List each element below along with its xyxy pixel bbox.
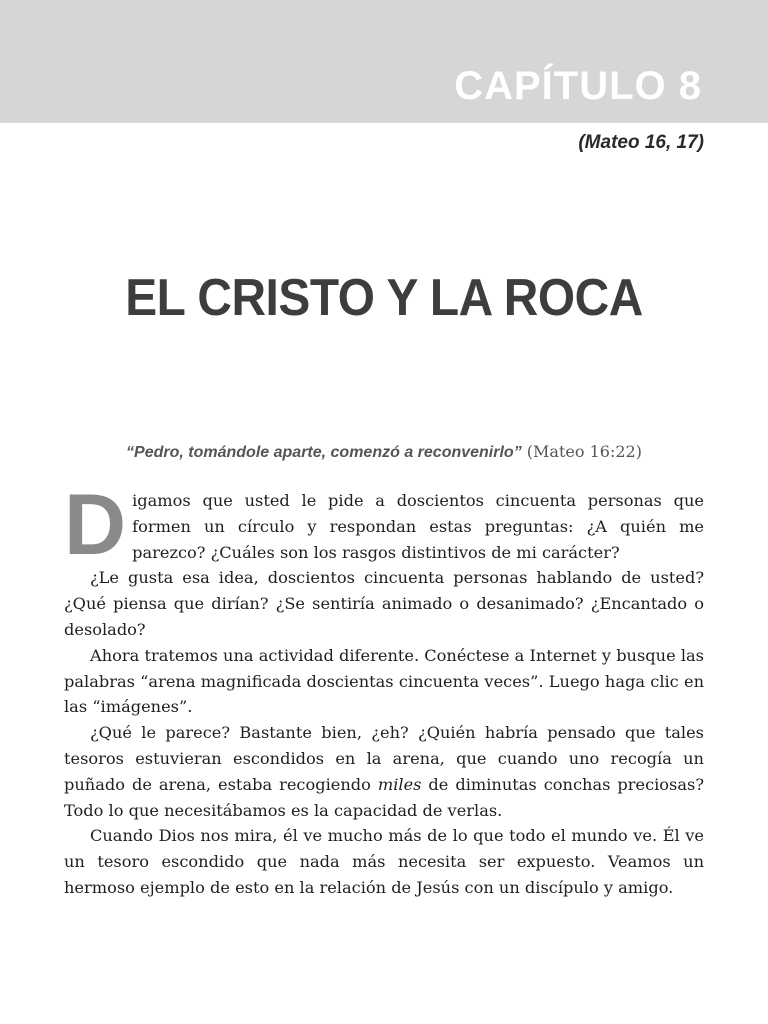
paragraph-4 — [64, 720, 704, 823]
epigraph-citation: (Mateo 16:22) — [526, 442, 642, 461]
paragraph-2: ¿Le gusta esa idea, doscientos cincuenta personas hablando de usted? ¿Qué piensa que dirían? ¿Se sentiría animado o desanimado? ¿Encantado o desolado? — [64, 568, 704, 639]
chapter-title: EL CRISTO Y LA ROCA — [125, 269, 643, 327]
paragraph-4-text-b: de diminutas conchas preciosas? Todo lo que necesitábamos es la capacidad de verlas. — [64, 774, 704, 820]
paragraph-1 — [64, 477, 704, 573]
epigraph — [60, 442, 708, 462]
epigraph-quote: “Pedro, tomándole aparte, comenzó a reconvenirlo” — [126, 444, 522, 461]
body-text — [64, 477, 704, 901]
drop-cap: D — [64, 477, 127, 573]
paragraph-3: Ahora tratemos una actividad diferente. Conéctese a Internet y busque las palabras “arena magnificada doscientas cincuenta veces”. Luego haga clic en las “imágenes”. — [64, 645, 704, 717]
paragraph-4-emphasis: miles — [377, 774, 422, 794]
chapter-header-band — [0, 0, 768, 123]
paragraph-1-text: igamos que usted le pide a doscientos cincuenta personas que formen un círculo y respondan estas preguntas: ¿A quién me parezco? ¿Cuáles son los rasgos distintivos de mi carácter? — [132, 491, 704, 562]
scripture-reference: (Mateo 16, 17) — [578, 132, 704, 153]
chapter-label: CAPÍTULO 8 — [454, 64, 702, 108]
paragraph-4-text-a: ¿Qué le parece? Bastante bien, ¿eh? ¿Quién habría pensado que tales tesoros estuvieran escondidos en la arena, que cuando uno recogía un puñado de arena, estaba recogiendo — [64, 723, 704, 794]
paragraph-5: Cuando Dios nos mira, él ve mucho más de lo que todo el mundo ve. Él ve un tesoro escondido que nada más necesita ser expuesto. Veamos un hermoso ejemplo de esto en la relación de Jesús con un discípulo y amigo. — [64, 826, 704, 897]
